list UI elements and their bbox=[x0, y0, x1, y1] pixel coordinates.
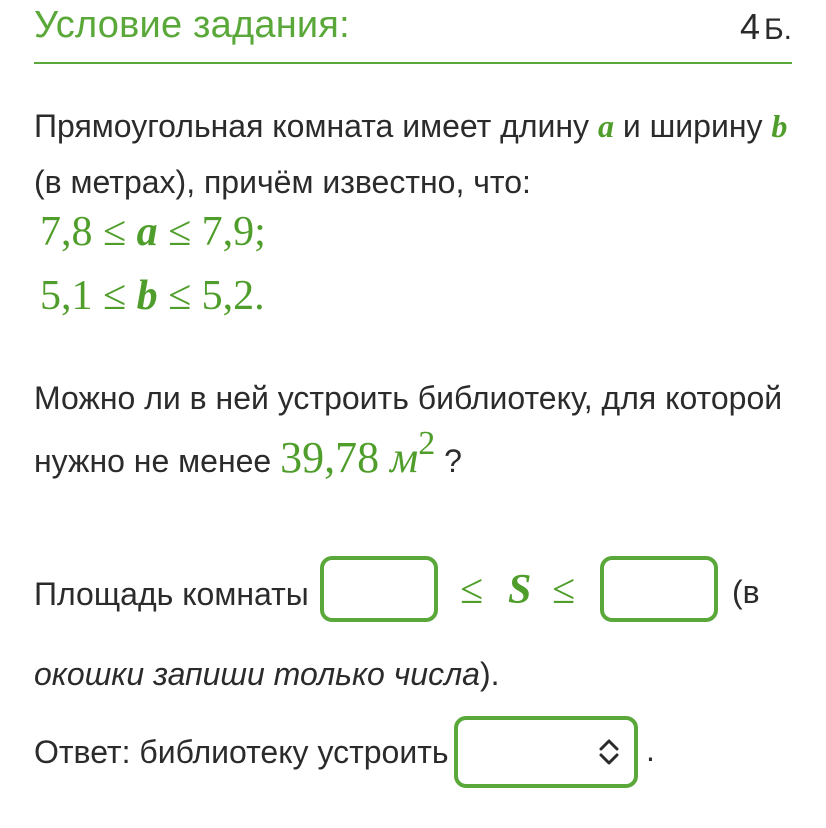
area-upper-bound-input[interactable] bbox=[600, 556, 718, 622]
question-text-2: нужно не менее bbox=[34, 443, 272, 479]
points-value: 4 bbox=[739, 6, 760, 47]
points-unit: Б. bbox=[763, 13, 792, 46]
answer-select[interactable] bbox=[454, 716, 638, 788]
task-title: Условие задания: bbox=[34, 4, 350, 46]
problem-text-1: Прямоугольная комната имеет длину bbox=[34, 108, 590, 144]
question-mark: ? bbox=[444, 443, 462, 479]
hint-open: (в bbox=[732, 574, 760, 610]
problem-line-2: (в метрах), причём известно, что: bbox=[34, 164, 531, 200]
task-header bbox=[34, 0, 792, 64]
required-area: 39,78 $м^2$ bbox=[280, 425, 436, 482]
problem-text-mid: и ширину bbox=[622, 108, 763, 144]
hint-line bbox=[34, 654, 499, 694]
area-label: Площадь комнаты bbox=[34, 576, 309, 612]
area-lower-bound-input[interactable] bbox=[320, 556, 438, 622]
answer-period: . bbox=[646, 732, 655, 768]
question-line-2 bbox=[34, 425, 462, 482]
problem-line-1 bbox=[34, 106, 787, 146]
task-points bbox=[740, 6, 792, 48]
inequality-a: 7,8 ≤ a ≤ 7,9; bbox=[40, 209, 266, 255]
variable-S: S bbox=[508, 567, 532, 613]
relation-left: ≤ bbox=[460, 567, 484, 613]
answer-label: Ответ: библиотеку устроить bbox=[34, 734, 449, 770]
chevron-up-down-icon bbox=[598, 734, 620, 770]
hint-italic: окошки запиши только числа bbox=[34, 656, 480, 692]
inequality-b: 5,1 ≤ b ≤ 5,2. bbox=[40, 273, 265, 319]
relation-right: ≤ bbox=[552, 567, 576, 613]
question-line-1: Можно ли в ней устроить библиотеку, для которой bbox=[34, 380, 783, 416]
variable-a: a bbox=[597, 108, 614, 144]
variable-b: b bbox=[771, 108, 788, 144]
hint-close: ). bbox=[479, 656, 500, 692]
